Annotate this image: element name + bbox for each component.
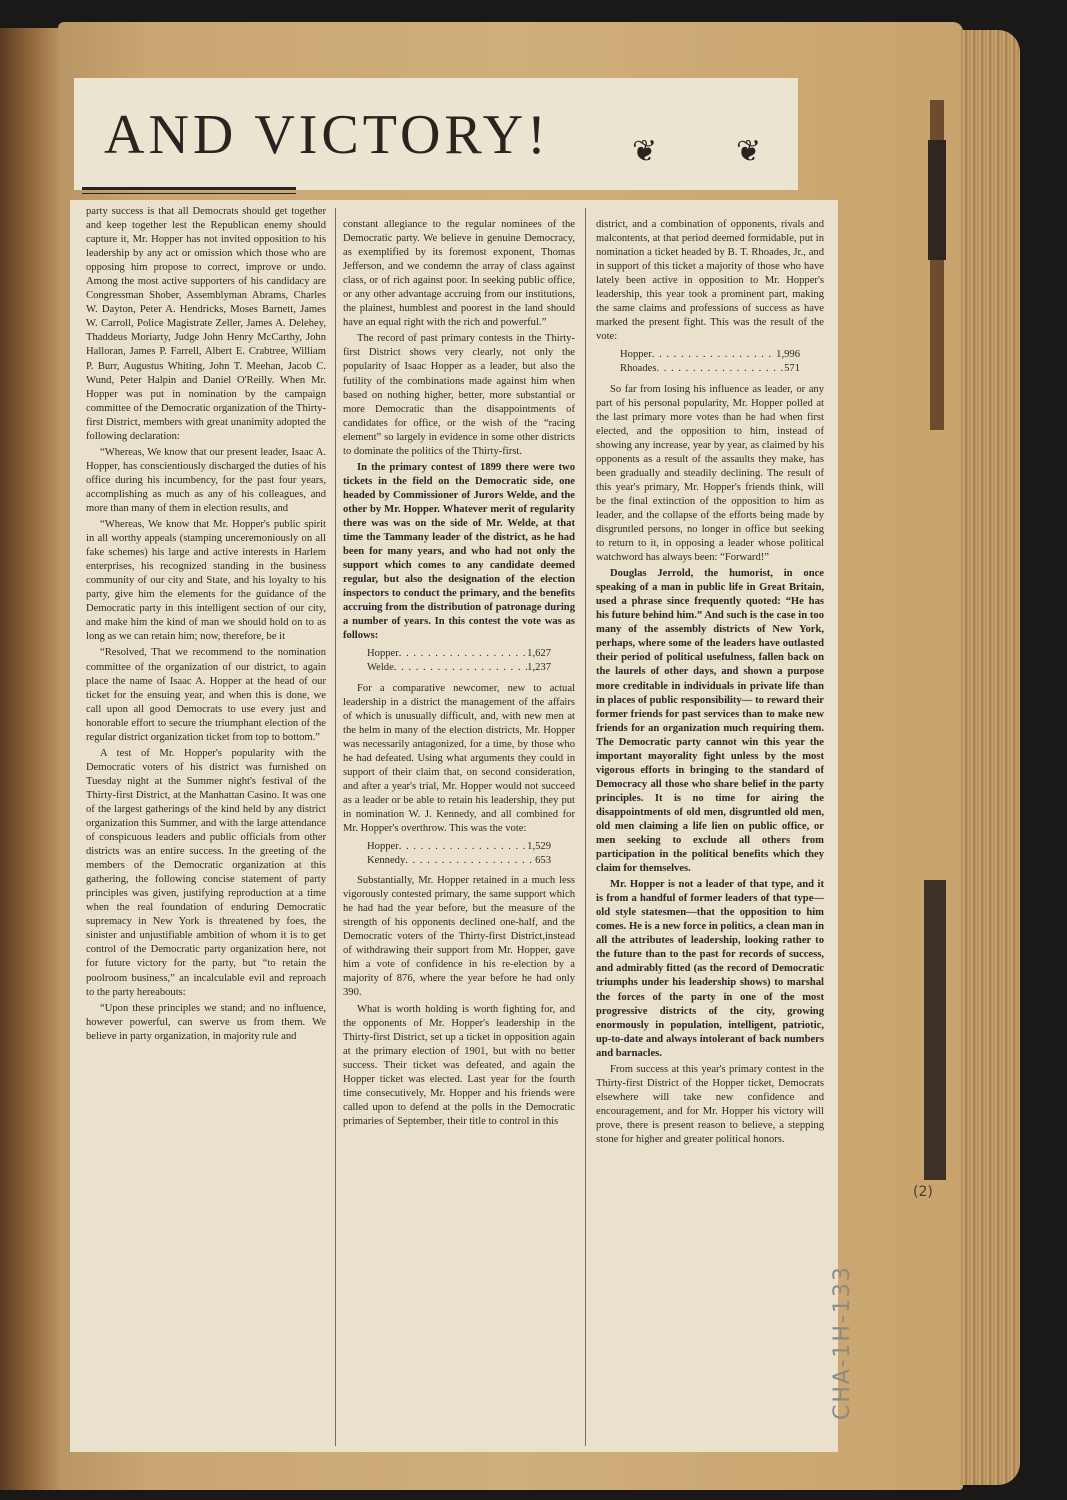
vote-table-1899 [343,647,575,675]
candidate-name: Welde [367,662,394,674]
col2-paragraph: constant allegiance to the regular nominees of the Democratic party. We believe in genuine Democracy, as exemplified by its foremost exponent, Thomas Jefferson, and we condemn the array of class against class, or of rich against poor. In seeking public office, or any other advantage accruing from our institutions, the plainest, humblest and poorest in the land should have an equal right with the rich and powerful.” [343,219,575,329]
pencil-catalog-id: CHA-1H-133 [830,1265,855,1420]
adjacent-clipping-lower [924,880,946,1180]
vote-count: 1,529 [527,841,551,853]
col3-paragraph: Mr. Hopper is not a leader of that type, and it is from a handful of former leaders of that type—old style statesmen—that the opposition to him comes. He is a new force in politics, a clean man in all the attributes of leadership, looking rather to the future than to the past for records of success, and admirably fitted (as the record of Democratic triumphs under his leadership shows) to marshal the forces of the party in one of the most progressive districts of the city, growing enormously in population, intelligent, patriotic, up-to-date and always intolerant of back numbers and barnacles. [596,879,824,1059]
vote-count: 571 [784,363,800,375]
candidate-name: Hopper [620,349,652,361]
column-1 [86,205,326,1445]
vote-table-1902 [596,348,824,376]
vote-row [343,661,575,675]
column-rule-1 [335,208,336,1446]
col1-paragraph: “Whereas, We know that our present leader, Isaac A. Hopper, has conscientiously discharged the duties of his office during his incumbency, for the past four years, accomplishing as much as any of his colleagues, and more than many of them in election results, and [86,446,326,514]
candidate-name: Kennedy [367,855,406,867]
vote-row [343,647,575,661]
col2-paragraph: The record of past primary contests in the Thirty-first District shows very clearly, not only the popularity of Isaac Hopper as a leader, but also the futility of the combinations made against him when based on nothing higher, better, more substantial or more Democratic than the disappointments of candidates for office, or the wish of the “racing element” so largely in evidence in some other districts to dominate the politics of the Thirty-first. [343,333,575,457]
col2-paragraph: In the primary contest of 1899 there were two tickets in the field on the Democratic side, one headed by Commissioner of Jurors Welde, and the other by Mr. Hopper. Whatever merit of regularity there was was on the side of Mr. Welde, at that time the Tammany leader of the district, as he had been for many years, and who had not only the support which comes to any candidate deemed regular, but also the designation of the election inspectors to conduct the primary, and the benefits accruing from the distribution of patronage during a number of years. In this contest the vote was as follows: [343,461,575,642]
col1-paragraph: A test of Mr. Hopper's popularity with the Democratic voters of his district was furnished on Tuesday night at the Summer night's festival of the Thirty-first District, at the Manhattan Casino. It was one of the largest gatherings of the kind held by any district organization this Summer, and with the large attendance of conspicuous leaders and public officials from other districts was an entire success. In the greeting of the members of the Democratic organization at this gathering, the following concise statement of party principles was given, justifying reproduction at a time when the real foundation of enduring Democratic supremacy in New York is threatened by foes, the sinister and unjustifiable ambition of whom it is to get control of the Democratic party organization here, not for future victory for the party, but “to retain the poolroom business,” an incalculable evil and reproach to the party hereabouts: [86,747,326,998]
col1-paragraph: “Upon these principles we stand; and no influence, however powerful, can swerve us from them. We believe in party organization, in majority rule and [86,1002,326,1042]
col3-paragraph: Douglas Jerrold, the humorist, in once speaking of a man in public life in Great Britain, used a phrase since frequently quoted: “He has his future behind him.” And such is the case in too many of the assembly districts of New York, perhaps, where some of the leaders have outlasted their period of political usefulness, fallen back on the laurels of other days, and shown a purpose more creditable in individuals in private life than in places of public responsibility— to reward their former friends for past services than to make new friends for an organization much requiring them. The Democratic party cannot win this year the important mayorality fight unless by the most vigorous efforts in bringing to the standard of Democracy all those who share belief in the party principles. It is no time for airing the disappointments of old men, disgruntled old men, old men claiming a life lien on public office, or men seeking to exclude all others from participation in the political benefits which they claim for themselves. [596,568,824,875]
headline-rule-thick [82,187,296,190]
col2-paragraph: What is worth holding is worth fighting for, and the opponents of Mr. Hopper's leadership in the Thirty-first District, set up a ticket in opposition again at the primary election of 1901, but with no better success. Their ticket was defeated, and again the Hopper ticket was elected. Last year for the fourth time consecutively, Mr. Hopper and his friends were called upon to defend at the polls in the Democratic primaries of September, their title to control in this [343,1003,575,1127]
page-edges [960,30,1020,1485]
col1-paragraph: party success is that all Democrats should get together and keep together lest the Republican enemy should capture it, Mr. Hopper has not invited opposition to his leadership by any act or omission which those who are opposing him propose to correct, improve or undo. Among the most active supporters of his candidacy are Congressman Shober, Assemblyman Abrams, Charles W. Dayton, Peter A. Hendricks, Moses Barnett, James W. Carroll, Police Magistrate Zeller, James A. Delehey, Thaddeus Moriarty, Judge John Henry McCarthy, John Halloran, James P. Farrell, Albert E. Crabtree, William P. Burr, Augustus Whiting, John T. Meehan, Jacob C. Wund, Peter Halpin and Daniel O'Reilly. When Mr. Hopper was put in nomination by the campaign committee of the Democratic organization of the Thirty-first District, members with great unanimity adopted the following declaration: [86,206,326,442]
ornament-icon-right: ❦ [736,135,762,168]
col3-paragraph: So far from losing his influence as leader, or any part of his personal popularity, Mr. Hopper polled at the last primary more votes than he had when first elected, and the opposition to him, instead of showing any increase, year by year, as claimed by his opponents as a result of the assaults they make, has been gradually and steadily declining. The result of this year's primary, Mr. Hopper's friends think, will be the final extinction of the opposition to him as leader, and the collapse of the efforts being made by disgruntled persons, no longer in office but seeking to return to it, in opposing a leader whose political watchword has always been: “Forward!” [596,383,824,564]
col2-paragraph: For a comparative newcomer, new to actual leadership in a district the management of the affairs of which is unusually difficult, and, with new men at the helm in many of the election districts, Mr. Hopper was necessarily antagonized, for a time, by those who he had defeated. Using what arguments they could in support of their claim that, on second consideration, and after a year's trial, Mr. Hopper would not succeed as a leader or be able to retain his leadership, they put in nomination W. J. Kennedy, and all combined for Mr. Hopper's overthrow. This was the vote: [343,682,575,834]
adjacent-clipping-dark-band [928,140,946,260]
vote-count: 1,237 [527,662,551,674]
col3-paragraph: district, and a combination of opponents, rivals and malcontents, at that period deemed formidable, put in nomination a ticket headed by B. T. Rhoades, Jr., and in support of this ticket a majority of those who have lately been active in opposition to Mr. Hopper's leadership, this year took a prominent part, making the same claims and professions of success as have marked the present fight. This was the result of the vote: [596,219,824,343]
column-rule-2 [585,208,586,1446]
vote-table-1900 [343,840,575,868]
candidate-name: Rhoades [620,363,657,375]
pencil-page-number: (2) [913,1184,933,1200]
candidate-name: Hopper [367,648,399,660]
col1-paragraph: “Whereas, We know that Mr. Hopper's public spirit in all worthy appeals (stamping unceremoniously on all fake schemes) his large and active interests in Harlem enterprises, his recognized standing in the business community of our city and State, and his loyalty to his party, give him the elements for the guidance of the Democratic party in this intelligent section of our city, and make him the kind of man we should hold on to as long as we can retain him; now, therefore, be it [86,519,326,643]
column-2 [343,218,575,1446]
vote-count: 1,627 [527,648,551,660]
vote-row [343,840,575,854]
vote-count: 653 [535,855,551,867]
headline: AND VICTORY! [104,104,550,166]
column-3 [596,218,824,1446]
ornament-icon-left: ❦ [632,135,658,168]
vote-row [343,854,575,868]
vote-row [596,348,824,362]
vote-count: 1,996 [776,349,800,361]
headline-rule-thin [82,193,296,194]
candidate-name: Hopper [367,841,399,853]
col3-paragraph: From success at this year's primary contest in the Thirty-first District of the Hopper ticket, Democrats elsewhere will take new confidence and encouragement, and for Mr. Hopper his victory will prove, there is present reason to believe, a stepping stone for higher and greater political honors. [596,1063,824,1145]
col1-paragraph: “Resolved, That we recommend to the nomination committee of the organization of our district, to again place the name of Isaac A. Hopper at the head of our ticket for the ensuing year, and when this is done, we call upon all good Democrats to use every just and honorable effort to secure the triumphant election of the regular district organization ticket from top to bottom.” [86,647,326,743]
vote-row [596,362,824,376]
col2-paragraph: Substantially, Mr. Hopper retained in a much less vigorously contested primary, the same support which he had had the year before, but the measure of the strength of his opponents declined one-half, and the Democratic voters of the Thirty-first District,instead of withdrawing their support from Mr. Hopper, gave him a vote of confidence in his re-election by a majority of 876, where the year before he had only 390. [343,875,575,999]
